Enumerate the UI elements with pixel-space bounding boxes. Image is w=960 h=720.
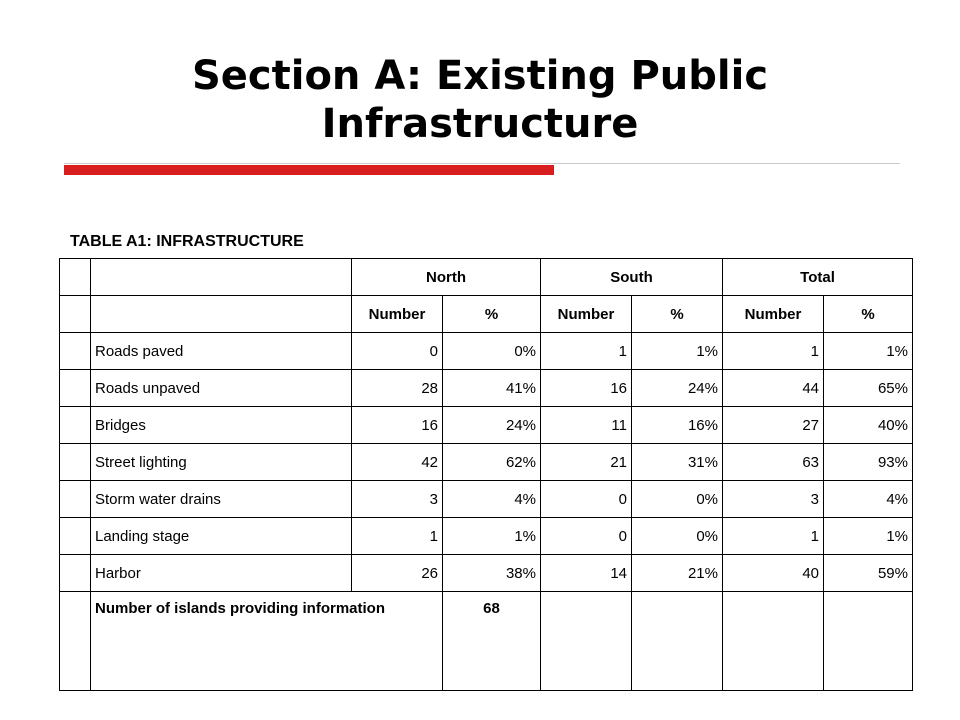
header-north-percent: % [443,296,541,333]
south-percent: 16% [632,407,723,444]
title-divider-thin [64,163,900,164]
total-percent: 59% [824,555,913,592]
table-row [60,333,913,370]
table-row [60,555,913,592]
south-number: 21 [541,444,632,481]
islands-row [60,592,913,691]
north-percent: 1% [443,518,541,555]
row-label: Street lighting [91,444,352,481]
south-percent: 31% [632,444,723,481]
total-number: 3 [723,481,824,518]
total-percent: 40% [824,407,913,444]
south-number: 14 [541,555,632,592]
blank-cell [91,296,352,333]
south-number: 0 [541,518,632,555]
north-number: 28 [352,370,443,407]
title-line-2: Infrastructure [321,101,639,147]
row-label: Harbor [91,555,352,592]
north-percent: 0% [443,333,541,370]
north-percent: 24% [443,407,541,444]
south-number: 0 [541,481,632,518]
total-percent: 65% [824,370,913,407]
header-total-percent: % [824,296,913,333]
blank-cell [60,333,91,370]
islands-label: Number of islands providing information [91,592,443,691]
table-row [60,481,913,518]
total-number: 1 [723,518,824,555]
header-row-measures [60,296,913,333]
header-total-number: Number [723,296,824,333]
infrastructure-table [59,258,913,691]
south-number: 1 [541,333,632,370]
total-number: 44 [723,370,824,407]
blank-cell [824,592,913,691]
blank-cell [60,592,91,691]
blank-cell [723,592,824,691]
header-north-number: Number [352,296,443,333]
north-number: 42 [352,444,443,481]
south-percent: 24% [632,370,723,407]
north-number: 26 [352,555,443,592]
blank-cell [60,518,91,555]
header-south-number: Number [541,296,632,333]
south-percent: 1% [632,333,723,370]
total-number: 1 [723,333,824,370]
header-row-regions [60,259,913,296]
north-percent: 4% [443,481,541,518]
north-percent: 62% [443,444,541,481]
row-label: Landing stage [91,518,352,555]
total-percent: 1% [824,333,913,370]
blank-cell [60,407,91,444]
total-percent: 93% [824,444,913,481]
blank-cell [632,592,723,691]
total-number: 63 [723,444,824,481]
blank-cell [60,296,91,333]
table-row [60,407,913,444]
table-row [60,518,913,555]
north-number: 0 [352,333,443,370]
blank-cell [60,444,91,481]
header-north: North [352,259,541,296]
row-label: Roads unpaved [91,370,352,407]
blank-cell [91,259,352,296]
south-percent: 21% [632,555,723,592]
blank-cell [541,592,632,691]
blank-cell [60,481,91,518]
title-line-1: Section A: Existing Public [191,53,769,99]
row-label: Storm water drains [91,481,352,518]
title-accent-bar [64,165,554,175]
blank-cell [60,370,91,407]
south-percent: 0% [632,481,723,518]
total-percent: 1% [824,518,913,555]
north-percent: 38% [443,555,541,592]
header-total: Total [723,259,913,296]
north-number: 1 [352,518,443,555]
north-percent: 41% [443,370,541,407]
table-row [60,444,913,481]
row-label: Bridges [91,407,352,444]
table-caption: TABLE A1: INFRASTRUCTURE [70,233,304,250]
total-number: 40 [723,555,824,592]
row-label: Roads paved [91,333,352,370]
total-number: 27 [723,407,824,444]
islands-value: 68 [443,592,541,691]
header-south-percent: % [632,296,723,333]
blank-cell [60,555,91,592]
table-row [60,370,913,407]
north-number: 3 [352,481,443,518]
north-number: 16 [352,407,443,444]
south-number: 16 [541,370,632,407]
header-south: South [541,259,723,296]
page-title [60,52,900,148]
south-number: 11 [541,407,632,444]
total-percent: 4% [824,481,913,518]
blank-cell [60,259,91,296]
south-percent: 0% [632,518,723,555]
